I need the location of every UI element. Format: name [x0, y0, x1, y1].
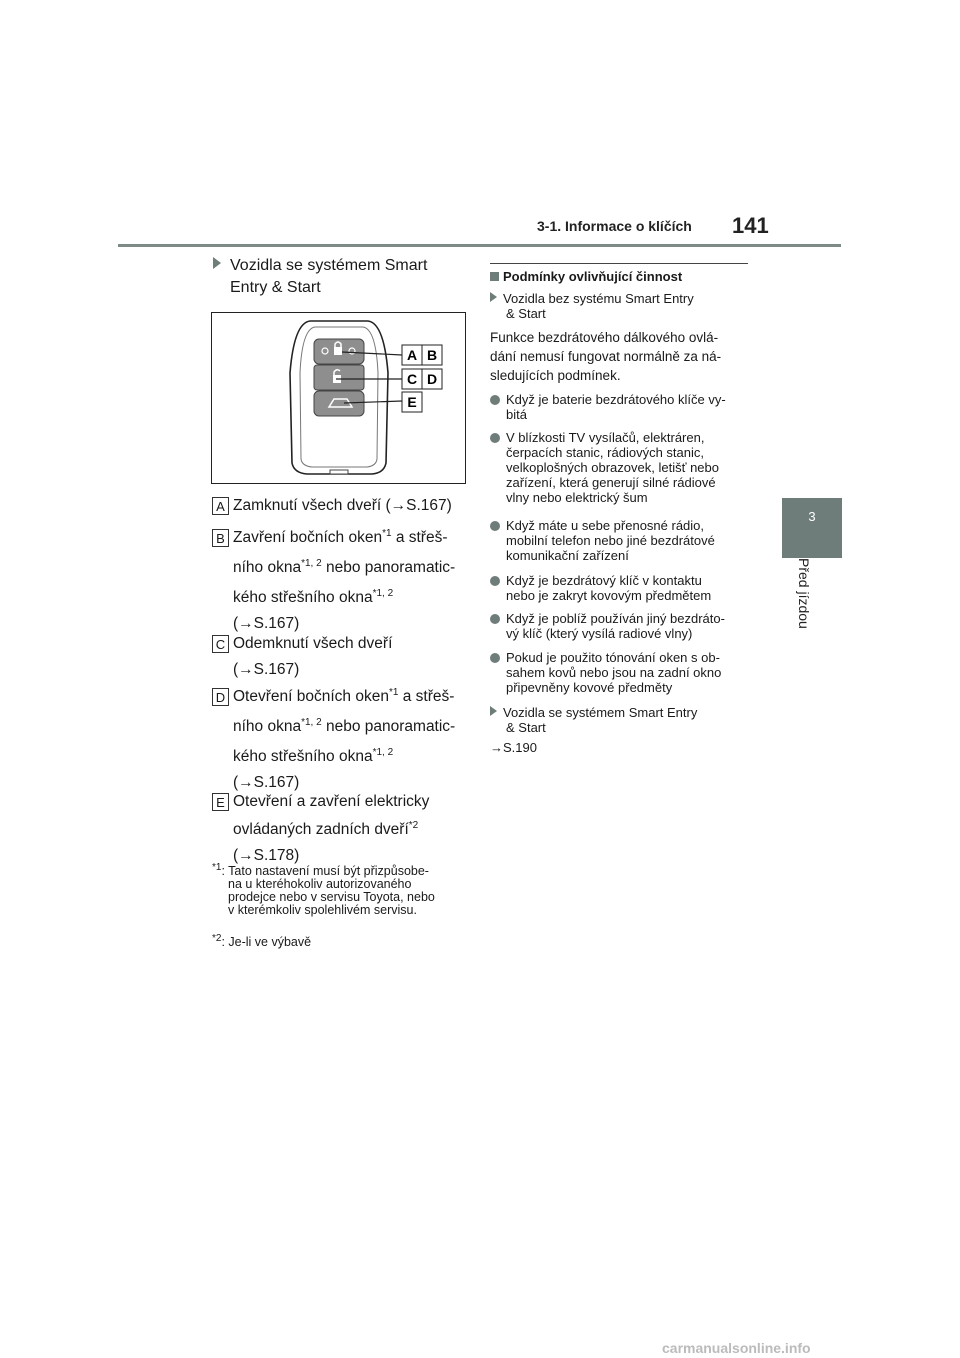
entry-letter: C — [212, 635, 229, 653]
bullet-item: Když je bezdrátový klíč v kontaktu nebo je zakryt kovovým předmětem — [490, 573, 752, 603]
footnote-mark: *1 — [212, 861, 222, 873]
chapter-tab[interactable] — [782, 498, 842, 558]
entry-e — [212, 790, 467, 868]
chapter-label-text: Před jízdou — [796, 558, 812, 629]
page-ref-link[interactable]: →S.190 — [490, 740, 537, 755]
circle-bullet-icon — [490, 395, 500, 405]
entry-text: a střeš- — [398, 688, 455, 705]
bullet-item: Když je poblíž používán jiný bezdráto- vý klíč (který vysílá radiové vlny) — [490, 611, 752, 641]
subheading-text: & Start — [506, 306, 546, 321]
footnote-mark: *1, 2 — [301, 557, 322, 569]
entry-a — [212, 494, 467, 518]
entry-text: Zavření bočních oken — [233, 529, 383, 546]
right-paragraph — [490, 328, 752, 385]
entry-letter: E — [212, 793, 229, 811]
bullet-item: Když je baterie bezdrátového klíče vy- bitá — [490, 392, 752, 422]
footnote-text: v kterémkoliv spolehlivém servisu. — [228, 903, 417, 917]
footnote-text: : Tato nastavení musí být přizpůsobe- — [221, 864, 429, 878]
bullet-item: Pokud je použito tónování oken s ob- sahem kovů nebo jsou na zadní okno připevněny kovové předměty — [490, 650, 752, 695]
footnote-mark: *1 — [382, 527, 392, 539]
circle-bullet-icon — [490, 576, 500, 586]
triangle-bullet-icon — [490, 706, 497, 716]
entry-text: ního okna — [233, 559, 302, 576]
callout-d: D — [426, 371, 438, 387]
footnote-text: prodejce nebo v servisu Toyota, nebo — [228, 890, 435, 904]
entry-text: Otevření bočních oken — [233, 688, 389, 705]
paragraph-line: Funkce bezdrátového dálkového ovlá- — [490, 330, 719, 345]
entry-d — [212, 685, 467, 795]
right-heading-rule — [490, 263, 748, 264]
entry-b — [212, 526, 467, 636]
square-bullet-icon — [490, 272, 499, 281]
right-subheading-2 — [490, 705, 752, 735]
page-ref-link[interactable]: (→S.167) — [233, 774, 300, 791]
triangle-bullet-icon — [490, 292, 497, 302]
bullet-item: Když máte u sebe přenosné rádio, mobilní telefon nebo jiné bezdrátové komunikační zařízení — [490, 518, 752, 563]
footnote-mark: *1, 2 — [372, 587, 394, 599]
footnote-2 — [212, 932, 467, 949]
circle-bullet-icon — [490, 433, 500, 443]
subheading-text: Vozidla bez systému Smart Entry — [503, 291, 694, 306]
paragraph-line: sledujících podmínek. — [490, 368, 621, 383]
circle-bullet-icon — [490, 521, 500, 531]
chapter-number: 3 — [808, 509, 816, 524]
entry-text: ního okna — [233, 718, 302, 735]
page-ref-link[interactable]: →S.167) — [390, 497, 452, 514]
footnote-text: : Je-li ve výbavě — [221, 935, 312, 949]
smart-key-illustration — [212, 313, 465, 483]
entry-text: kého střešního okna — [233, 748, 373, 765]
page-ref-link[interactable]: (→S.167) — [233, 661, 300, 678]
watermark: carmanualsonline.info — [662, 1340, 811, 1356]
paragraph-line: dání nemusí fungovat normálně za ná- — [490, 349, 722, 364]
subheading-text: Vozidla se systémem Smart Entry — [503, 705, 698, 720]
entry-text: kého střešního okna — [233, 589, 373, 606]
footnote-mark: *1 — [388, 686, 399, 698]
footnote-1 — [212, 861, 467, 917]
entry-text: Otevření a zavření elektricky — [233, 793, 430, 810]
bullet-item: V blízkosti TV vysílačů, elektráren, čerpacích stanic, rádiových stanic, velkoplošných obrazovek, letišť nebo zařízení, která generují silné rádiové vlny nebo elektrický šum — [490, 430, 752, 505]
right-subheading-1 — [490, 291, 752, 321]
right-heading-text: Podmínky ovlivňující činnost — [503, 269, 683, 284]
header-rule — [118, 244, 841, 247]
entry-text: a střeš- — [391, 529, 448, 546]
smart-key-figure — [211, 312, 466, 484]
footnote-text: na u kteréhokoliv autorizovaného — [228, 877, 412, 891]
entry-text: ovládaných zadních dveří — [233, 821, 409, 838]
entry-text: Odemknutí všech dveří — [233, 635, 393, 652]
entry-text: nebo panoramatic- — [321, 559, 456, 576]
entry-letter: D — [212, 688, 229, 706]
subheading-text: & Start — [506, 720, 546, 735]
footnote-mark: *1, 2 — [301, 716, 322, 728]
callout-e: E — [407, 394, 417, 410]
right-heading — [490, 269, 752, 284]
triangle-bullet-icon — [213, 257, 221, 269]
callout-a: A — [406, 347, 418, 363]
left-subheading — [213, 255, 463, 299]
page-ref-link[interactable]: (→S.178) — [233, 847, 300, 864]
page-number: 141 — [732, 213, 769, 238]
footnote-mark: *2 — [408, 819, 419, 831]
callout-b: B — [426, 347, 438, 363]
footnote-mark: *2 — [212, 932, 222, 944]
entry-text: nebo panoramatic- — [321, 718, 456, 735]
chapter-label — [782, 558, 842, 668]
entry-letter: B — [212, 529, 229, 547]
callout-c: C — [406, 371, 418, 387]
footnote-mark: *1, 2 — [372, 746, 394, 758]
left-heading-line1: Vozidla se systémem Smart — [230, 257, 428, 274]
left-heading-line2: Entry & Start — [230, 279, 321, 296]
entry-letter: A — [212, 497, 229, 515]
entry-c — [212, 632, 467, 682]
circle-bullet-icon — [490, 614, 500, 624]
page-ref-link[interactable]: (→S.167) — [233, 615, 300, 632]
entry-text: Zamknutí všech dveří ( — [233, 497, 391, 514]
circle-bullet-icon — [490, 653, 500, 663]
section-title: 3-1. Informace o klíčích — [537, 218, 692, 234]
